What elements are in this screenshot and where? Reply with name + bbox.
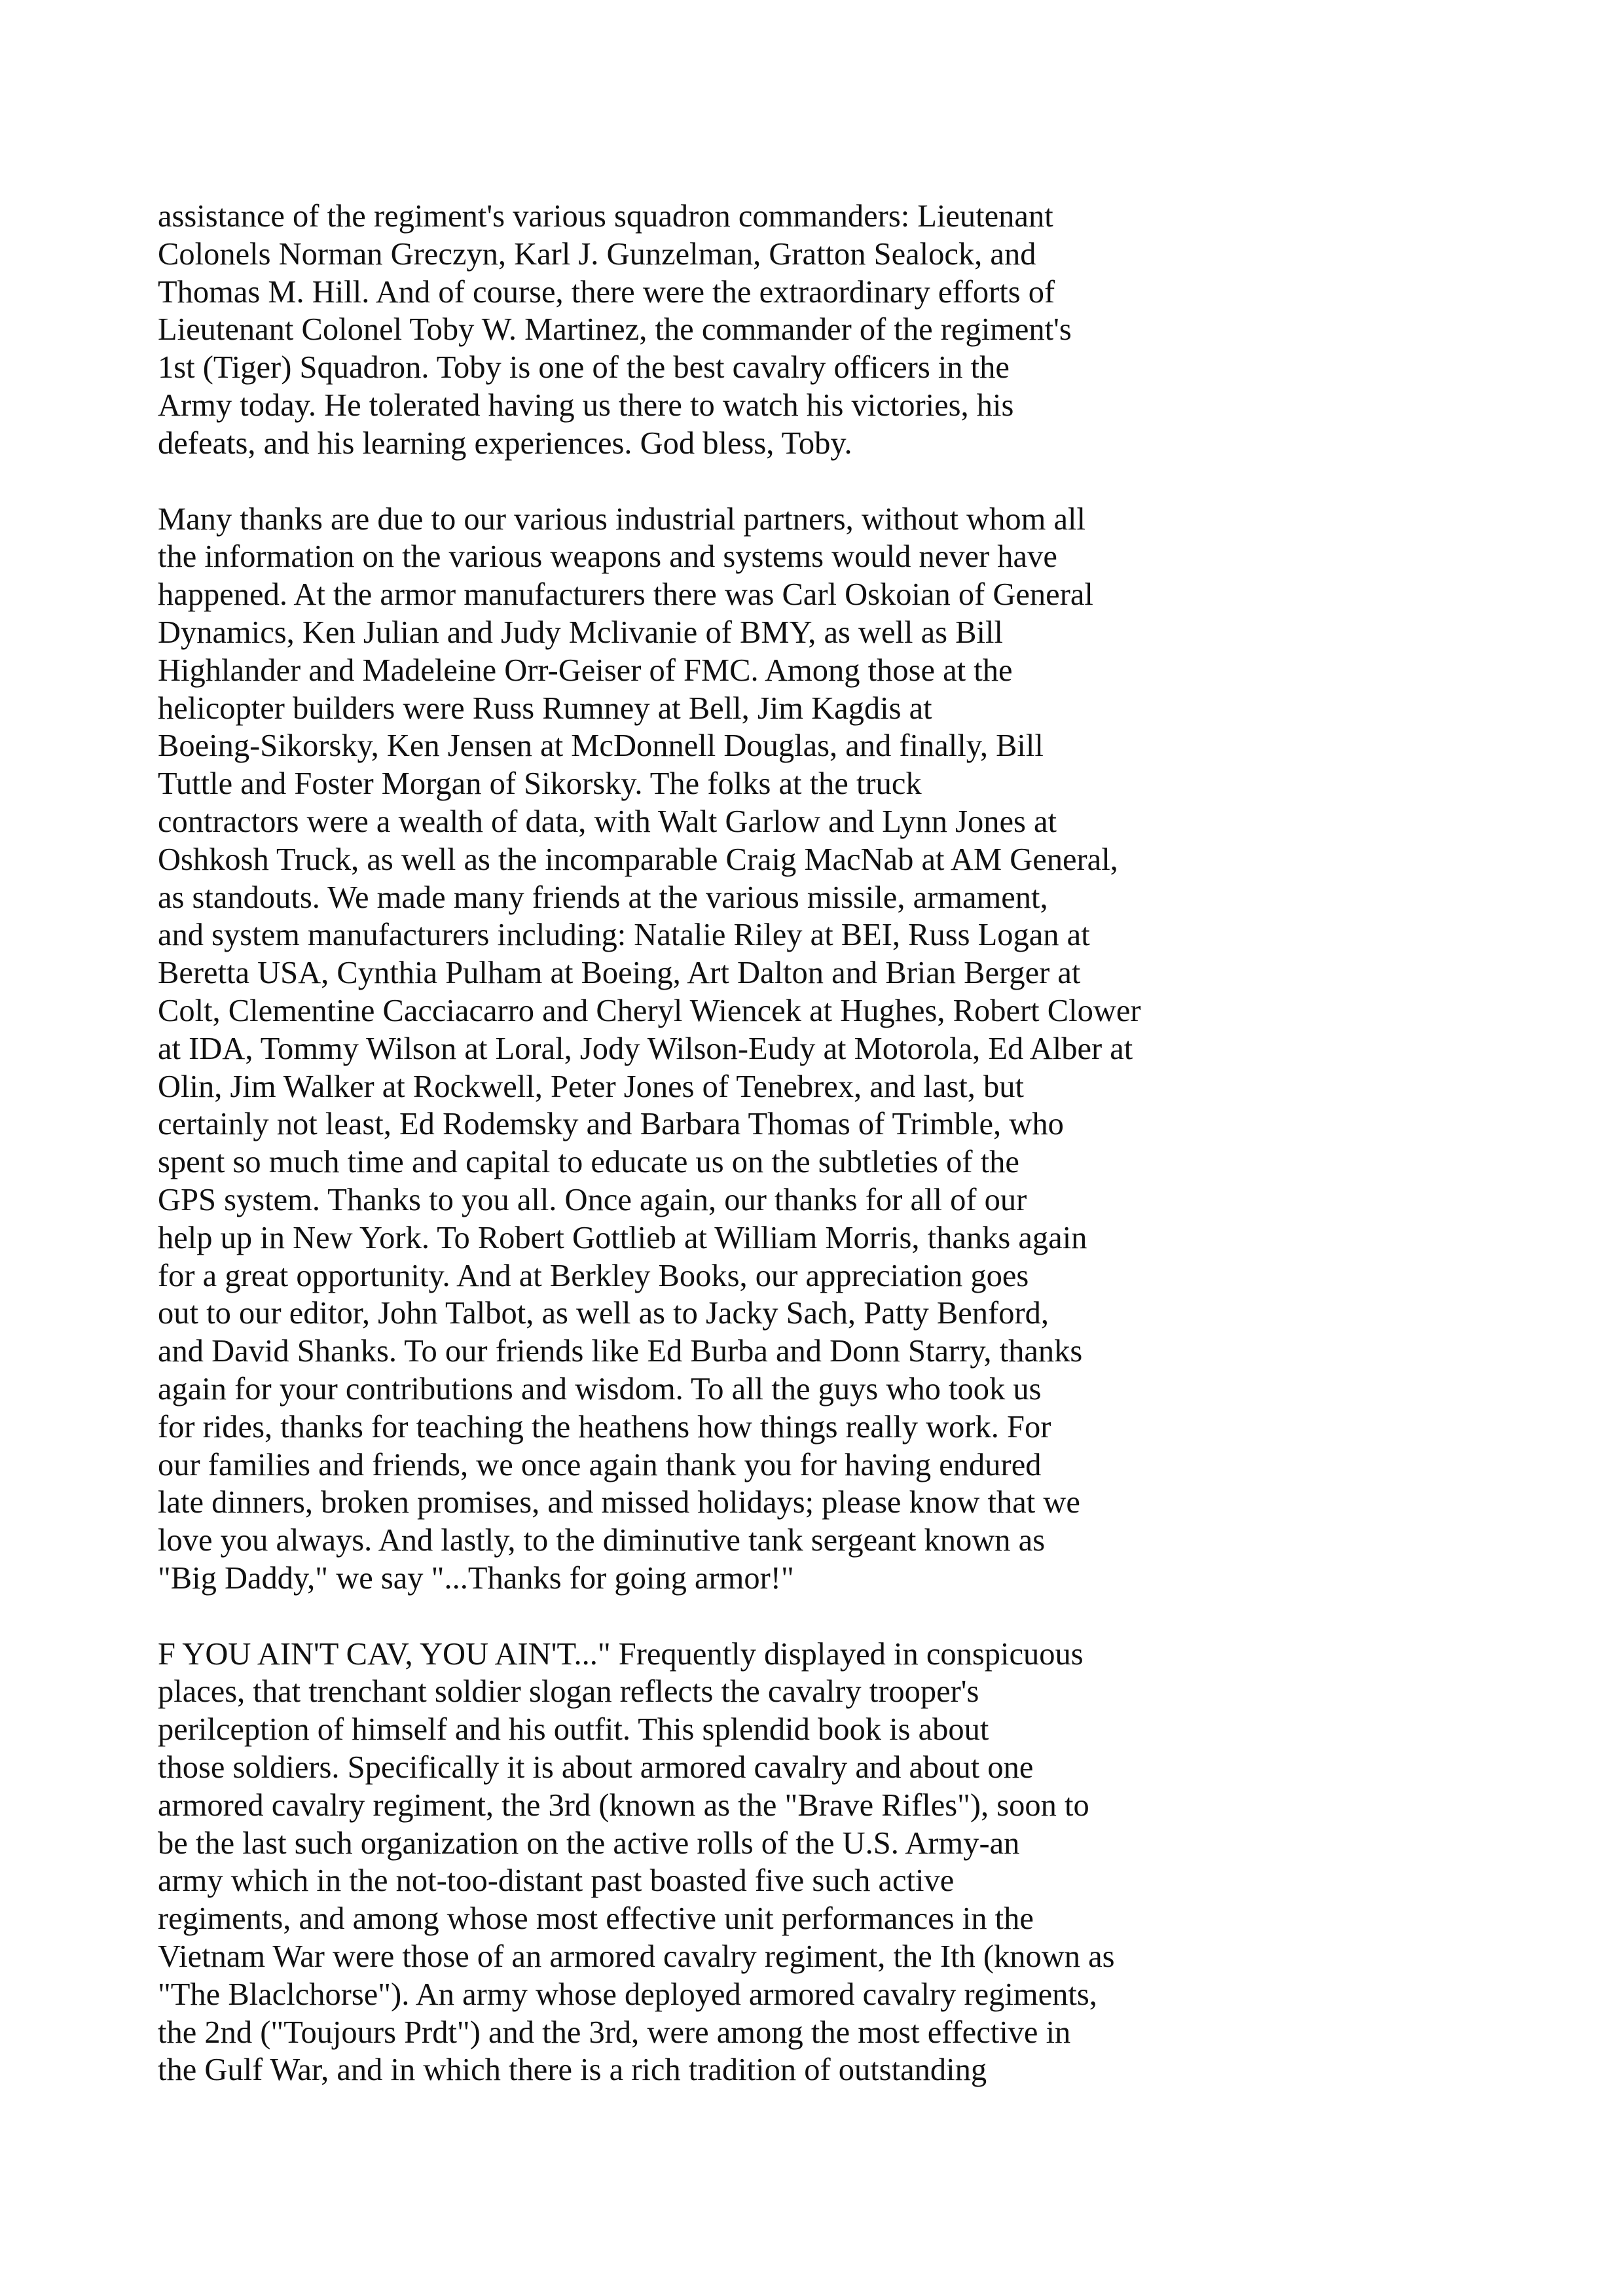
text-line: the 2nd ("Toujours Prdt") and the 3rd, were among the most effective in — [158, 2015, 1071, 2050]
paragraph-cavalry-foreword — [158, 1636, 1402, 2090]
text-line: out to our editor, John Talbot, as well as to Jacky Sach, Patty Benford, — [158, 1296, 1049, 1331]
body-text — [158, 198, 1402, 2127]
text-line: late dinners, broken promises, and missed holidays; please know that we — [158, 1485, 1080, 1520]
text-line: again for your contributions and wisdom. To all the guys who took us — [158, 1371, 1042, 1407]
text-line: perilception of himself and his outfit. This splendid book is about — [158, 1712, 989, 1748]
text-line: army which in the not-too-distant past boasted five such active — [158, 1863, 955, 1899]
text-line: Beretta USA, Cynthia Pulham at Boeing, Art Dalton and Brian Berger at — [158, 956, 1081, 991]
text-line: GPS system. Thanks to you all. Once again, our thanks for all of our — [158, 1182, 1027, 1217]
text-line: Dynamics, Ken Julian and Judy Mclivanie of BMY, as well as Bill — [158, 615, 1003, 650]
text-line: certainly not least, Ed Rodemsky and Barbara Thomas of Trimble, who — [158, 1107, 1064, 1142]
paragraph-squadron-commanders — [158, 198, 1402, 463]
text-line: spent so much time and capital to educate us on the subtleties of the — [158, 1145, 1019, 1180]
text-line: and David Shanks. To our friends like Ed Burba and Donn Starry, thanks — [158, 1334, 1083, 1369]
text-line: places, that trenchant soldier slogan reflects the cavalry trooper's — [158, 1674, 979, 1710]
text-line: F YOU AIN'T CAV, YOU AIN'T..." Frequently displayed in conspicuous — [158, 1636, 1084, 1672]
text-line: Oshkosh Truck, as well as the incomparable Craig MacNab at AM General, — [158, 842, 1118, 877]
text-line: love you always. And lastly, to the diminutive tank sergeant known as — [158, 1523, 1046, 1558]
text-line: as standouts. We made many friends at the various missile, armament, — [158, 880, 1048, 915]
text-line: the information on the various weapons and systems would never have — [158, 539, 1057, 575]
text-line: "The Blaclchorse"). An army whose deployed armored cavalry regiments, — [158, 1977, 1097, 2012]
text-line: Many thanks are due to our various industrial partners, without whom all — [158, 501, 1085, 537]
text-line: for a great opportunity. And at Berkley Books, our appreciation goes — [158, 1258, 1029, 1293]
text-line: helicopter builders were Russ Rumney at Bell, Jim Kagdis at — [158, 691, 932, 726]
text-line: help up in New York. To Robert Gottlieb at William Morris, thanks again — [158, 1220, 1087, 1255]
text-line: Colonels Norman Greczyn, Karl J. Gunzelman, Gratton Sealock, and — [158, 236, 1036, 272]
text-line: armored cavalry regiment, the 3rd (known as the "Brave Rifles"), soon to — [158, 1787, 1089, 1823]
text-line: Highlander and Madeleine Orr-Geiser of FMC. Among those at the — [158, 653, 1013, 688]
text-line: those soldiers. Specifically it is about armored cavalry and about one — [158, 1750, 1034, 1785]
text-line: defeats, and his learning experiences. God bless, Toby. — [158, 425, 852, 461]
text-line: Colt, Clementine Cacciacarro and Cheryl Wiencek at Hughes, Robert Clower — [158, 993, 1141, 1028]
text-line: assistance of the regiment's various squadron commanders: Lieutenant — [158, 199, 1053, 234]
text-line: Lieutenant Colonel Toby W. Martinez, the commander of the regiment's — [158, 312, 1072, 348]
text-line: happened. At the armor manufacturers there was Carl Oskoian of General — [158, 577, 1093, 613]
text-line: "Big Daddy," we say "...Thanks for going armor!" — [158, 1560, 794, 1596]
text-line: the Gulf War, and in which there is a rich tradition of outstanding — [158, 2053, 987, 2088]
text-line: Army today. He tolerated having us there to watch his victories, his — [158, 387, 1014, 423]
text-line: and system manufacturers including: Natalie Riley at BEI, Russ Logan at — [158, 918, 1090, 953]
text-line: at IDA, Tommy Wilson at Loral, Jody Wilson-Eudy at Motorola, Ed Alber at — [158, 1031, 1133, 1066]
text-line: Vietnam War were those of an armored cavalry regiment, the Ith (known as — [158, 1939, 1115, 1975]
text-line: Thomas M. Hill. And of course, there were the extraordinary efforts of — [158, 274, 1055, 310]
text-line: Tuttle and Foster Morgan of Sikorsky. The folks at the truck — [158, 766, 922, 802]
paragraph-industrial-partners — [158, 501, 1402, 1598]
text-line: be the last such organization on the active rolls of the U.S. Army-an — [158, 1825, 1020, 1861]
text-line: contractors were a wealth of data, with Walt Garlow and Lynn Jones at — [158, 804, 1057, 839]
text-line: for rides, thanks for teaching the heathens how things really work. For — [158, 1409, 1051, 1444]
text-line: regiments, and among whose most effective unit performances in the — [158, 1901, 1034, 1937]
text-line: our families and friends, we once again thank you for having endured — [158, 1447, 1042, 1482]
text-line: Boeing-Sikorsky, Ken Jensen at McDonnell Douglas, and finally, Bill — [158, 728, 1044, 764]
text-line: 1st (Tiger) Squadron. Toby is one of the best cavalry officers in the — [158, 350, 1010, 386]
text-line: Olin, Jim Walker at Rockwell, Peter Jones of Tenebrex, and last, but — [158, 1069, 1025, 1104]
